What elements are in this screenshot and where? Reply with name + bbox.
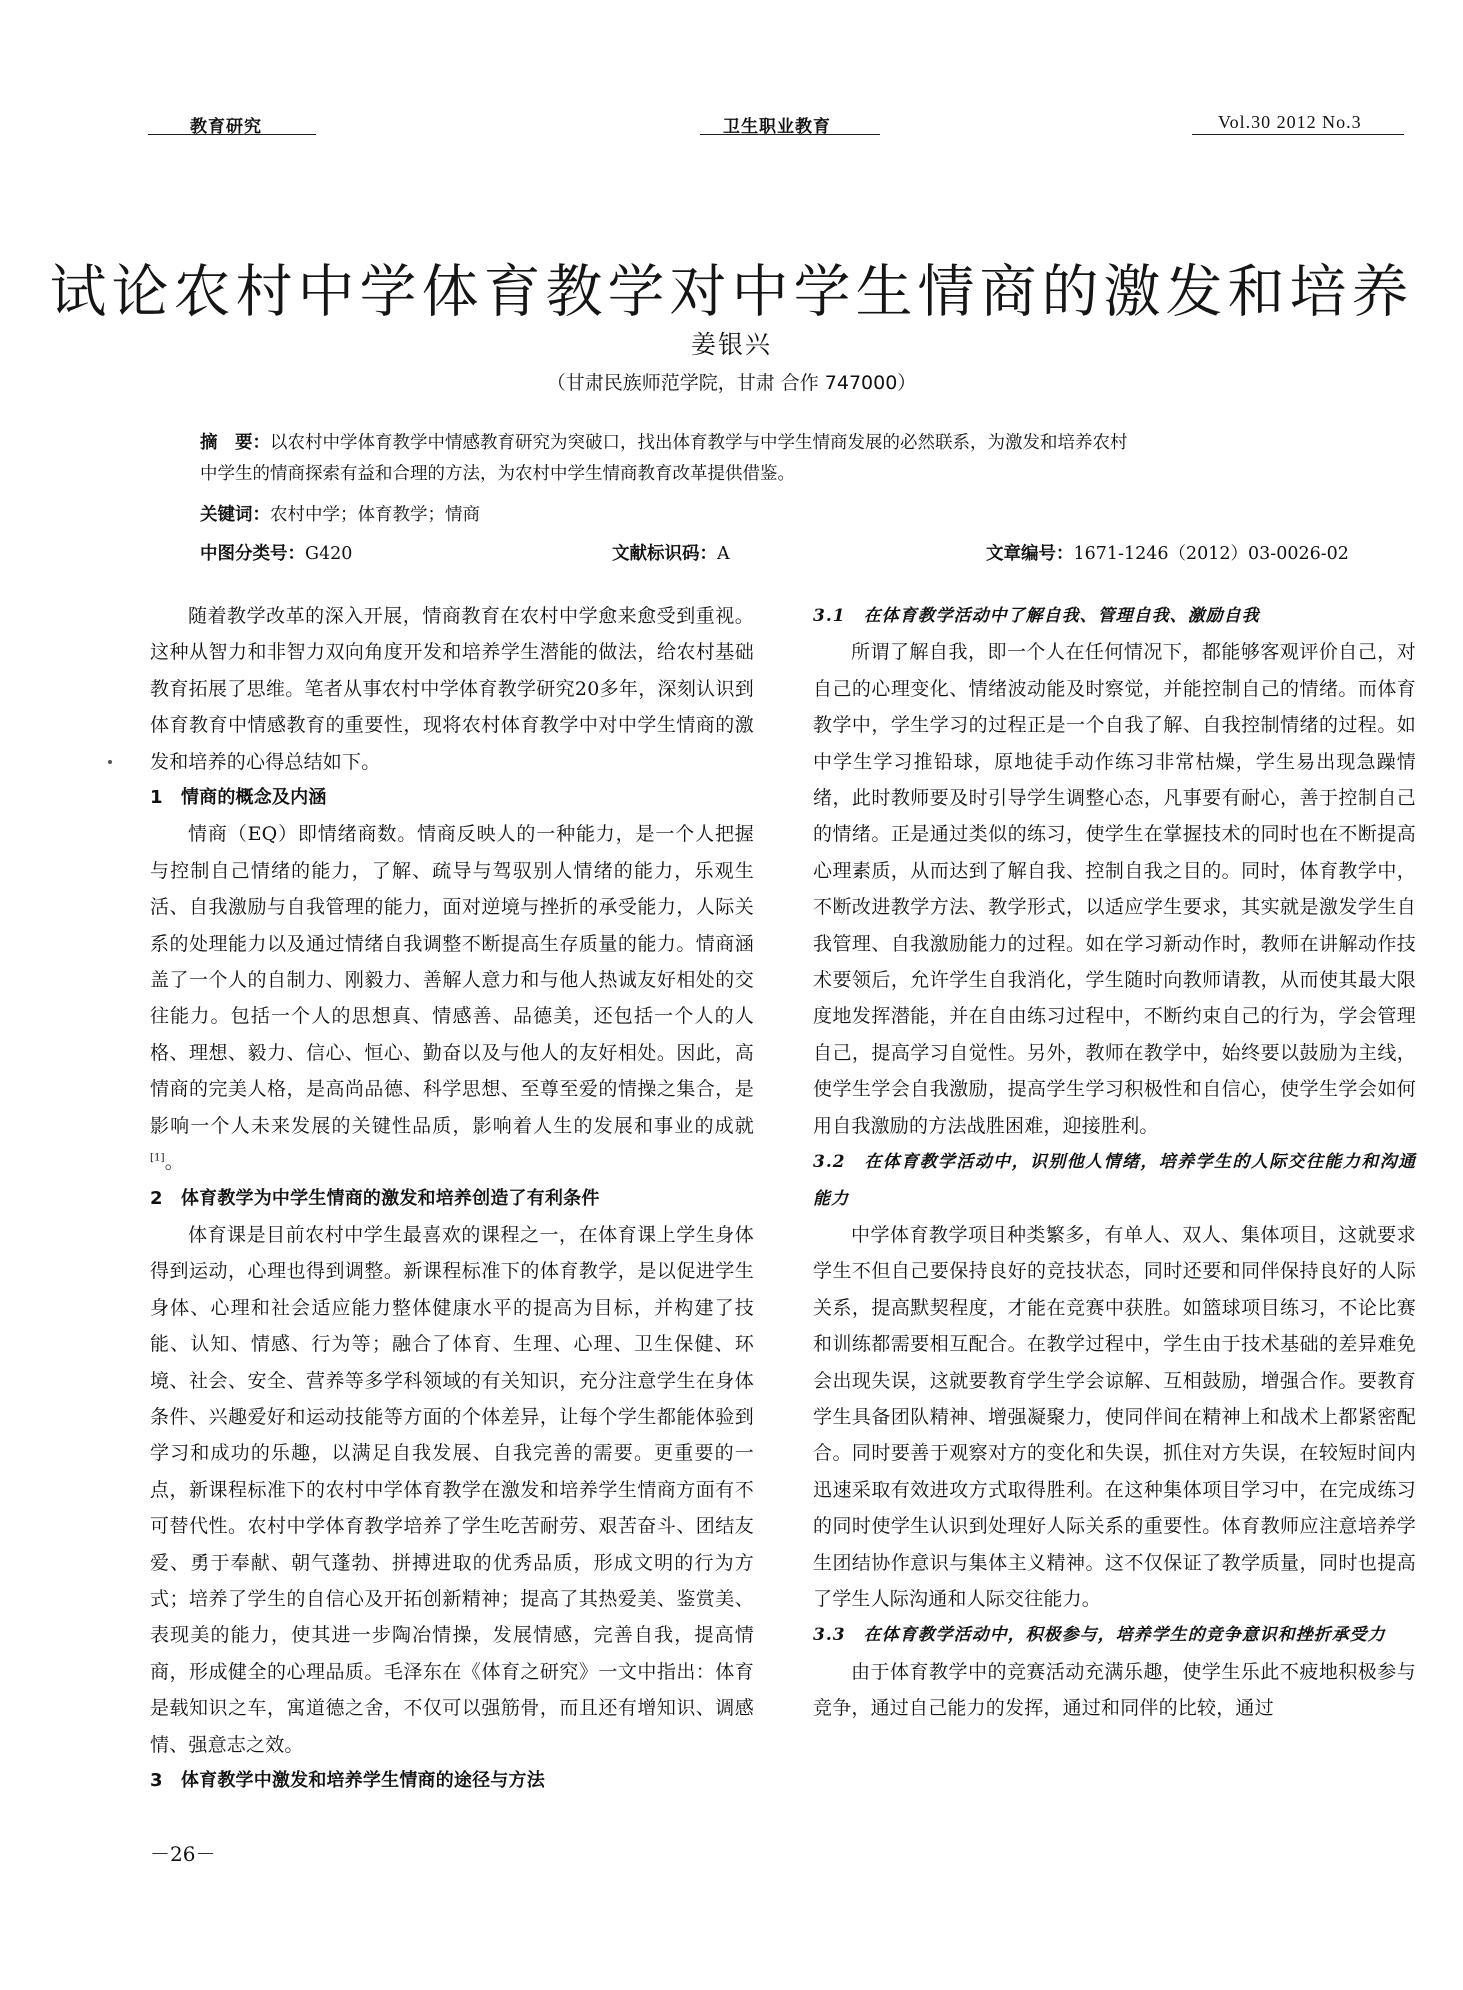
section-2-heading: 2 体育教学为中学生情商的激发和培养创造了有利条件 (150, 1187, 600, 1209)
header-rule-left (148, 134, 316, 135)
section-1-text-end: 。 (164, 1151, 184, 1174)
article-number (986, 540, 1349, 565)
header-rule-right (1192, 134, 1404, 135)
section-1-paragraph (150, 816, 754, 1180)
keywords-label: 关键词： (200, 505, 270, 525)
section-3-1-paragraph: 所谓了解自我，即一个人在任何情况下，都能够客观评价自己，对自己的心理变化、情绪波动能及时察觉，并能控制自己的情绪。而体育教学中，学生学习的过程正是一个自我了解、自我控制情绪的过程。如中学生学习推铅球，原地徒手动作练习非常枯燥，学生易出现急躁情绪，此时教师要及时引导学生调整心态，凡事要有耐心，善于控制自己的情绪。正是通过类似的练习，使学生在掌握技术的同时也在不断提高心理素质，从而达到了解自我、控制自我之目的。同时，体育教学中，不断改进教学方法、教学形式，以适应学生要求，其实就是激发学生自我管理、自我激励能力的过程。如在学习新动作时，教师在讲解动作技术要领后，允许学生自我消化，学生随时向教师请教，从而使其最大限度地发挥潜能，并在自由练习过程中，不断约束自己的行为，学会管理自己，提高学习自觉性。另外，教师在教学中，始终要以鼓励为主线，使学生学会自我激励，提高学生学习积极性和自信心，使学生学会如何用自我激励的方法战胜困难，迎接胜利。 (813, 641, 1416, 1137)
page-number: －26－ (150, 1842, 216, 1866)
section-2-paragraph: 体育课是目前农村中学生最喜欢的课程之一，在体育课上学生身体得到运动，心理也得到调整。新课程标准下的体育教学，是以促进学生身体、心理和社会适应能力整体健康水平的提高为目标，并构建了技能、认知、情感、行为等；融合了体育、生理、心理、卫生保健、环境、社会、安全、营养等多学科领域的有关知识，充分注意学生在身体条件、兴趣爱好和运动技能等方面的个体差异，让每个学生都能体验到学习和成功的乐趣，以满足自我发展、自我完善的需要。更重要的一点，新课程标准下的农村中学体育教学在激发和培养学生情商方面有不可替代性。农村中学体育教学培养了学生吃苦耐劳、艰苦奋斗、团结友爱、勇于奉献、朝气蓬勃、拼搏进取的优秀品质，形成文明的行为方式；培养了学生的自信心及开拓创新精神；提高了其热爱美、鉴赏美、表现美的能力，使其进一步陶冶情操，发展情感，完善自我，提高情商，形成健全的心理品质。毛泽东在《体育之研究》一文中指出：体育是载知识之车，寓道德之舍，不仅可以强筋骨，而且还有增知识、调感情、强意志之效。 (150, 1223, 754, 1756)
header-rule-center (700, 134, 880, 135)
header-section-label: 教育研究 (190, 117, 262, 137)
section-3-1-heading: 3.1 在体育教学活动中了解自我、管理自我、激励自我 (813, 606, 1260, 626)
clc-value: G420 (305, 544, 353, 564)
keywords-text: 农村中学；体育教学；情商 (270, 505, 480, 525)
article-number-label: 文章编号： (986, 544, 1074, 564)
header-volume-info: Vol.30 2012 No.3 (1218, 112, 1362, 132)
abstract-line-1: 以农村中学体育教学中情感教育研究为突破口，找出体育教学与中学生情商发展的必然联系，为激发和培养农村 (270, 433, 1128, 453)
article-number-value: 1671-1246（2012）03-0026-02 (1073, 544, 1349, 564)
intro-paragraph: 随着教学改革的深入开展，情商教育在农村中学愈来愈受到重视。这种从智力和非智力双向角度开发和培养学生潜能的做法，给农村基础教育拓展了思维。笔者从事农村中学体育教学研究20多年，深刻认识到体育教育中情感教育的重要性，现将农村体育教学中对中学生情商的激发和培养的心得总结如下。 (150, 605, 754, 773)
margin-speck (108, 760, 112, 764)
clc-label: 中图分类号： (200, 544, 305, 564)
clc-number (200, 540, 352, 565)
author-affiliation: （甘肃民族师范学院，甘肃 合作 747000） (546, 372, 917, 394)
section-3-heading: 3 体育教学中激发和培养学生情商的途径与方法 (150, 1770, 545, 1791)
author-name: 姜银兴 (690, 330, 772, 359)
abstract-label: 摘 要： (200, 433, 270, 453)
section-1-heading: 1 情商的概念及内涵 (150, 787, 327, 809)
abstract (200, 428, 1380, 490)
article-title: 试论农村中学体育教学对中学生情商的激发和培养 (49, 259, 1414, 326)
left-column (150, 598, 754, 1799)
keywords (200, 500, 1380, 531)
right-column (813, 598, 1416, 1727)
section-1-text: 情商（EQ）即情绪商数。情商反映人的一种能力，是一个人把握与控制自己情绪的能力，了解、疏导与驾驭别人情绪的能力，乐观生活、自我激励与自我管理的能力，面对逆境与挫折的承受能力，人际关系的处理能力以及通过情绪自我调整不断提高生存质量的能力。情商涵盖了一个人的自制力、刚毅力、善解人意力和与他人热诚友好相处的交往能力。包括一个人的思想真、情感善、品德美，还包括一个人的人格、理想、毅力、信心、恒心、勤奋以及与他人的友好相处。因此，高情商的完美人格，是高尚品德、科学思想、至尊至爱的情操之集合，是影响一个人未来发展的关键性品质，影响着人生的发展和事业的成就 (150, 823, 754, 1137)
abstract-line-2: 中学生的情商探索有益和合理的方法，为农村中学生情商教育改革提供借鉴。 (200, 464, 795, 484)
document-code-value: A (717, 544, 730, 564)
document-code (612, 540, 730, 565)
section-3-3-heading: 3.3 在体育教学活动中，积极参与，培养学生的竞争意识和挫折承受力 (813, 1625, 1386, 1646)
section-3-2-heading: 3.2 在体育教学活动中，识别他人情绪，培养学生的人际交往能力和沟通能力 (813, 1152, 1416, 1209)
citation-1: [1] (150, 1152, 165, 1164)
section-3-3-paragraph: 由于体育教学中的竞赛活动充满乐趣，使学生乐此不疲地积极参与竞争，通过自己能力的发挥，通过和同伴的比较，通过 (813, 1660, 1416, 1720)
document-code-label: 文献标识码： (612, 544, 717, 564)
header-journal-name: 卫生职业教育 (723, 117, 831, 137)
section-3-2-paragraph: 中学体育教学项目种类繁多，有单人、双人、集体项目，这就要求学生不但自己要保持良好的竞技状态，同时还要和同伴保持良好的人际关系，提高默契程度，才能在竞赛中获胜。如篮球项目练习，不论比赛和训练都需要相互配合。在教学过程中，学生由于技术基础的差异难免会出现失误，这就要教育学生学会谅解、互相鼓励，增强合作。要教育学生具备团队精神、增强凝聚力，使同伴间在精神上和战术上都紧密配合。同时要善于观察对方的变化和失误，抓住对方失误，在较短时间内迅速采取有效进攻方式取得胜利。在这种集体项目学习中，在完成练习的同时使学生认识到处理好人际关系的重要性。体育教师应注意培养学生团结协作意识与集体主义精神。这不仅保证了教学质量，同时也提高了学生人际沟通和人际交往能力。 (813, 1223, 1416, 1610)
